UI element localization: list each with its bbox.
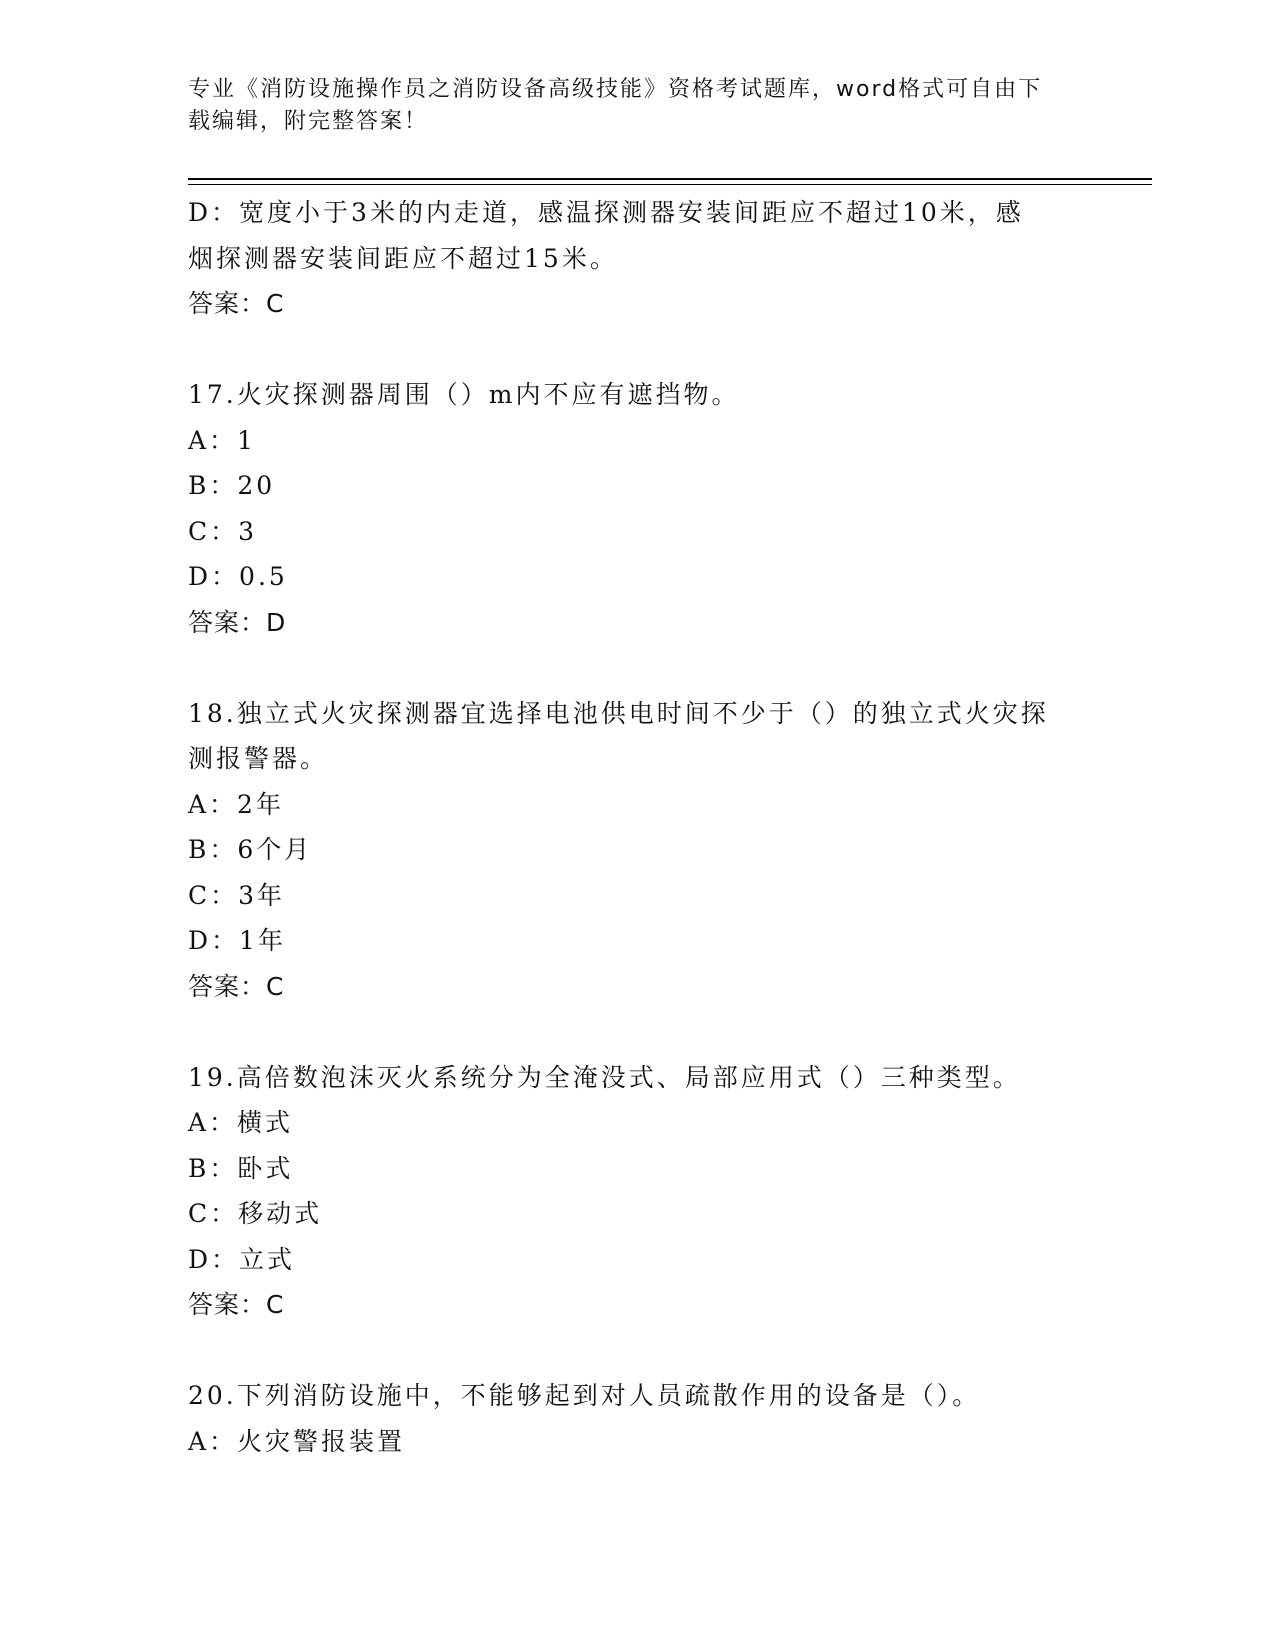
header-divider-thick bbox=[188, 178, 1152, 180]
header-line-1: 专业《消防设施操作员之消防设备高级技能》资格考试题库，word格式可自由下 bbox=[188, 77, 1043, 102]
option-b: B：20 bbox=[188, 471, 276, 500]
option-a: A：火灾警报装置 bbox=[188, 1426, 406, 1456]
option-a: A：2年 bbox=[188, 789, 284, 819]
option-a: A：横式 bbox=[188, 1108, 294, 1137]
question-stem-continued: 测报警器。 bbox=[188, 744, 329, 773]
spacer bbox=[188, 327, 1088, 373]
option-c: C：3 bbox=[188, 516, 258, 546]
option-b: B：6个月 bbox=[188, 835, 313, 864]
option-d-continued: 烟探测器安装间距应不超过15米。 bbox=[188, 243, 618, 273]
question-stem: 18.独立式火灾探测器宜选择电池供电时间不少于（）的独立式火灾探 bbox=[188, 698, 1049, 728]
answer-line: 答案：D bbox=[188, 607, 287, 637]
spacer bbox=[188, 645, 1088, 691]
answer-line: 答案：C bbox=[188, 289, 285, 318]
answer-line: 答案：C bbox=[188, 1290, 285, 1319]
question-17 bbox=[188, 372, 1088, 645]
option-c: C：移动式 bbox=[188, 1199, 323, 1228]
question-18 bbox=[188, 691, 1088, 1010]
question-16-continuation bbox=[188, 190, 1088, 327]
option-d: D：立式 bbox=[188, 1244, 296, 1274]
header-divider-thin bbox=[188, 184, 1152, 185]
option-b: B：卧式 bbox=[188, 1153, 294, 1183]
option-d: D：0.5 bbox=[188, 562, 288, 591]
question-19 bbox=[188, 1055, 1088, 1328]
question-stem: 19.高倍数泡沫灭火系统分为全淹没式、局部应用式（）三种类型。 bbox=[188, 1062, 1021, 1092]
question-stem: 20.下列消防设施中，不能够起到对人员疏散作用的设备是（）。 bbox=[188, 1381, 981, 1410]
answer-line: 答案：C bbox=[188, 971, 285, 1001]
question-content bbox=[188, 190, 1088, 1464]
spacer bbox=[188, 1009, 1088, 1055]
option-c: C：3年 bbox=[188, 880, 286, 910]
question-20 bbox=[188, 1373, 1088, 1464]
option-d: D：1年 bbox=[188, 926, 286, 955]
option-d: D：宽度小于3米的内走道，感温探测器安装间距应不超过10米，感 bbox=[188, 198, 1024, 227]
spacer bbox=[188, 1328, 1088, 1374]
header-line-2: 载编辑，附完整答案！ bbox=[188, 109, 429, 134]
document-header bbox=[188, 74, 1068, 138]
option-a: A：1 bbox=[188, 425, 256, 455]
question-stem: 17.火灾探测器周围（）m内不应有遮挡物。 bbox=[188, 380, 740, 409]
